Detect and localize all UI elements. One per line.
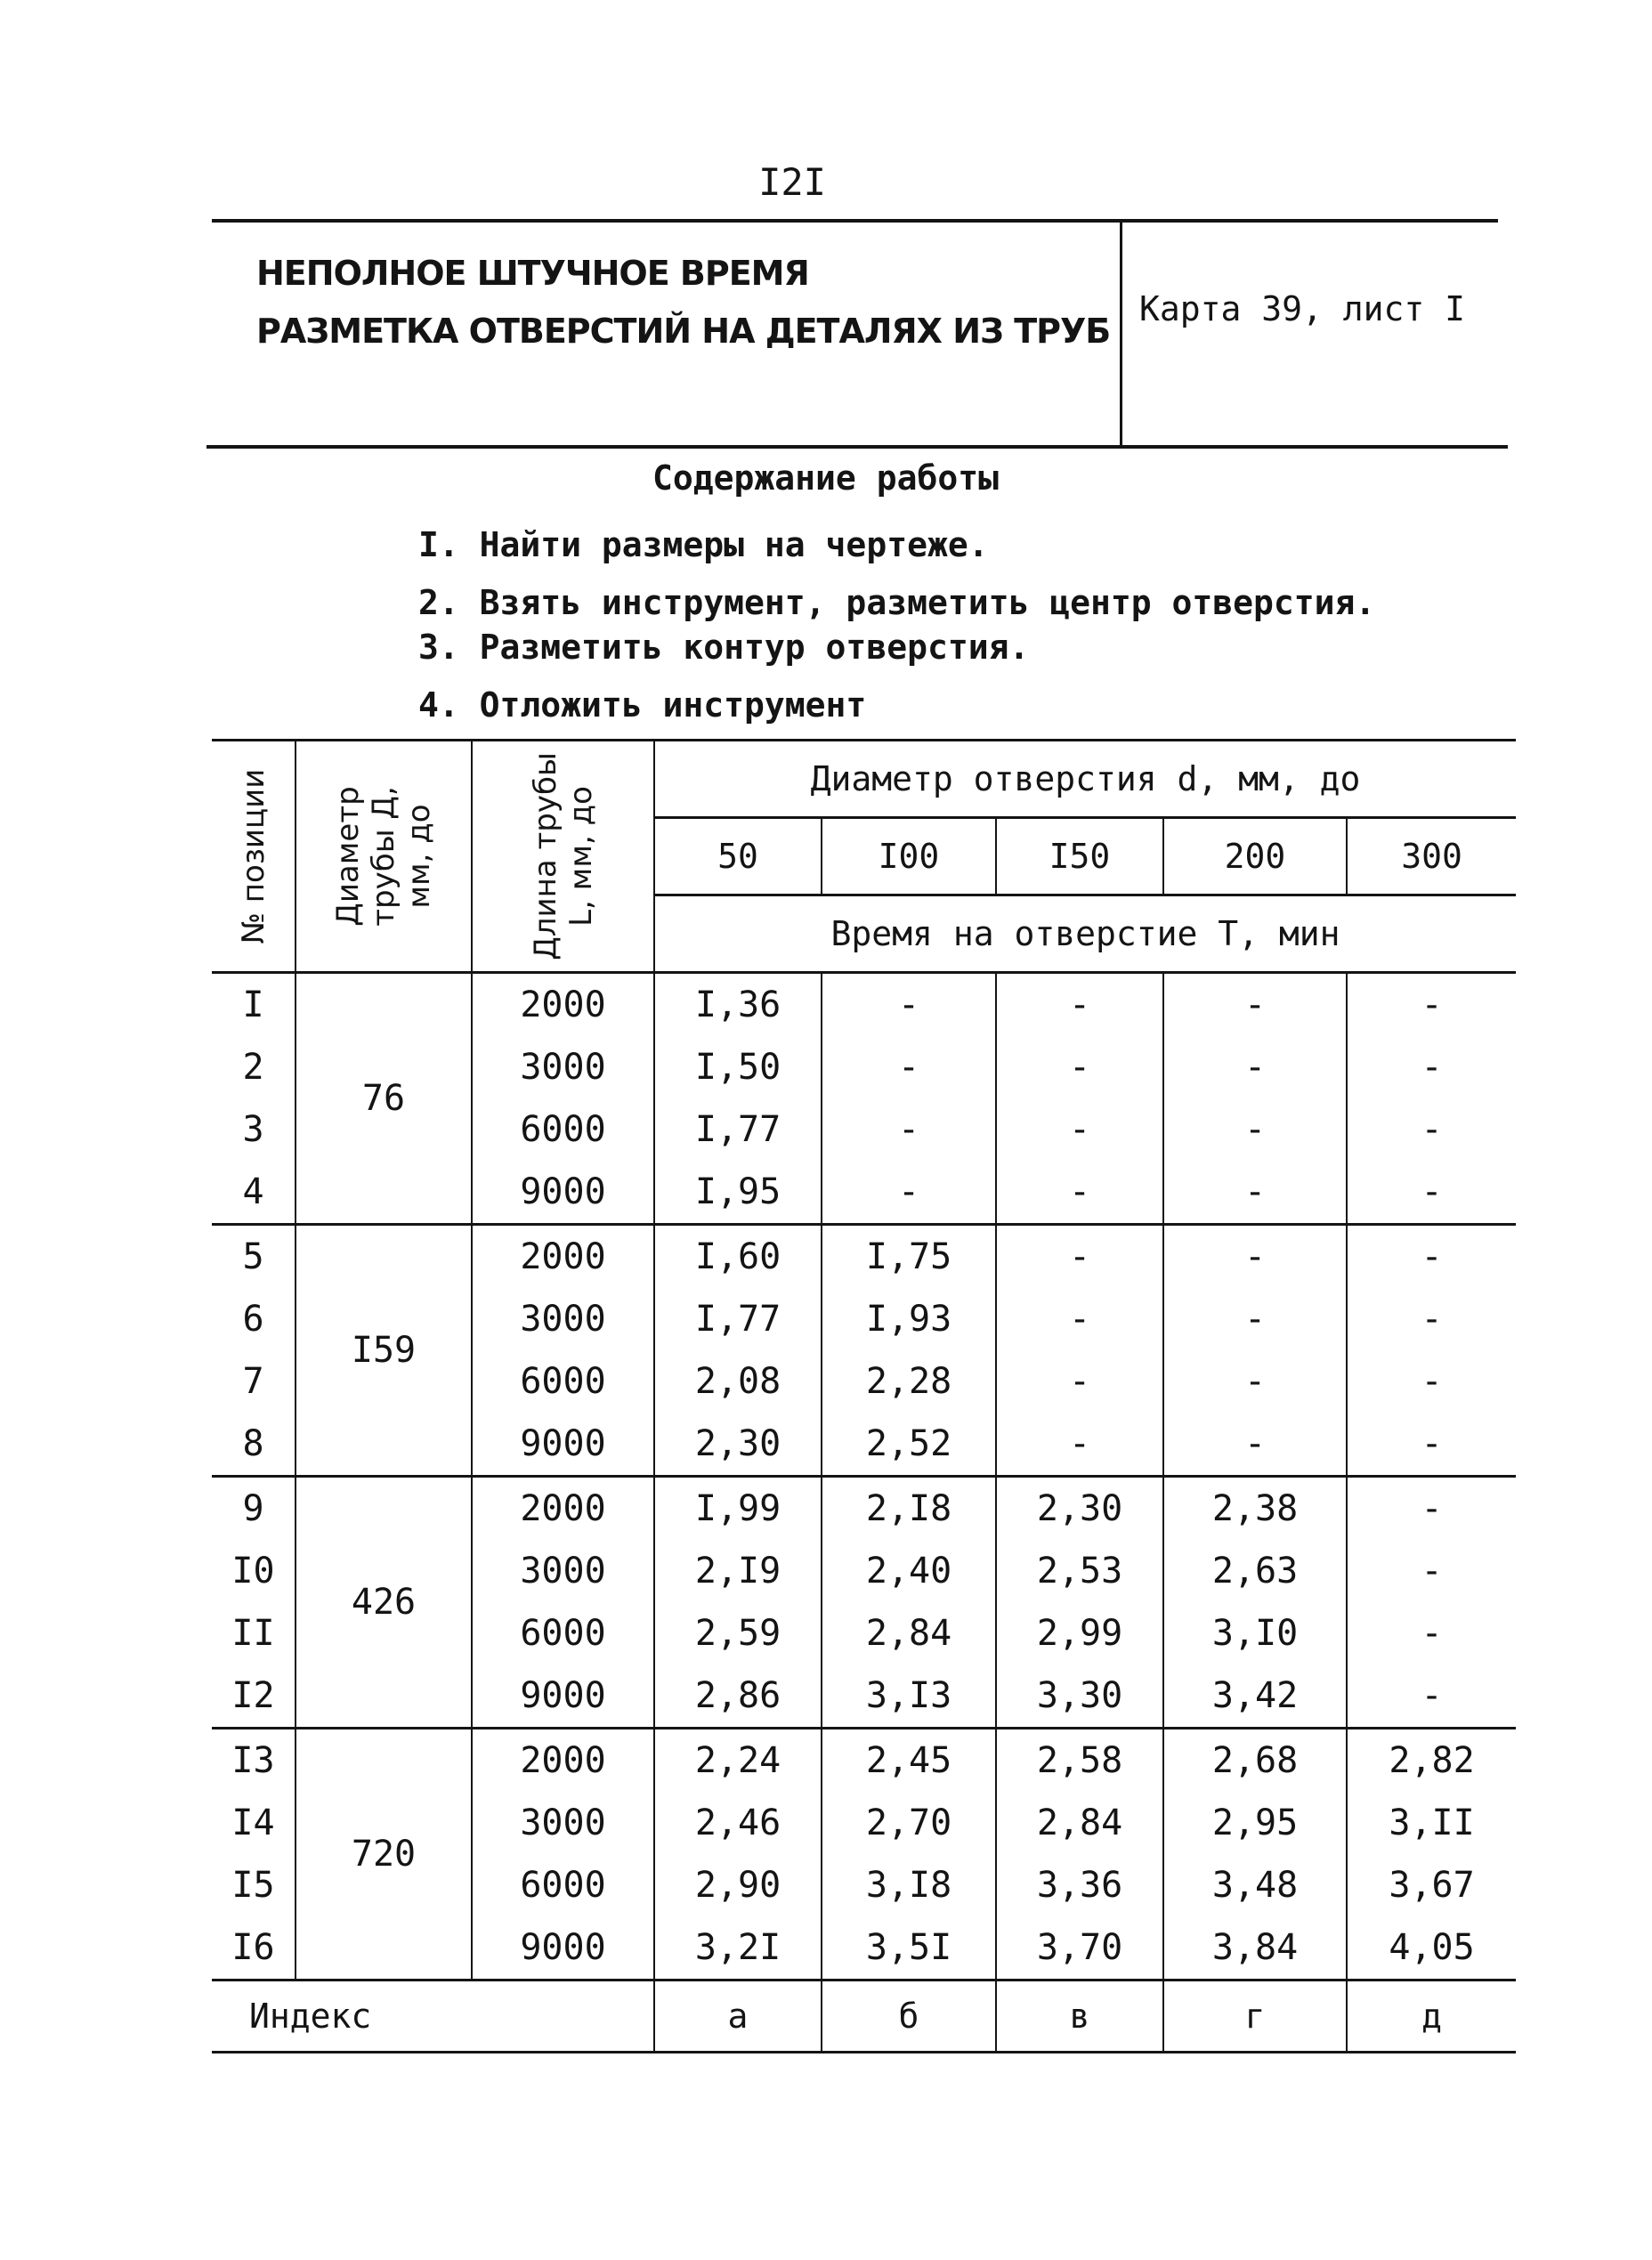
table-row: 9 426 2000 I,99 2,I8 2,30 2,38 - xyxy=(212,1477,1516,1541)
header-top-rule xyxy=(212,219,1498,223)
index-b: б xyxy=(822,1981,996,2053)
table-row: I5 6000 2,90 3,I8 3,36 3,48 3,67 xyxy=(212,1854,1516,1916)
pipe-diameter-cell: 76 xyxy=(296,973,472,1225)
table-row: I4 3000 2,46 2,70 2,84 2,95 3,II xyxy=(212,1792,1516,1854)
index-a: а xyxy=(654,1981,822,2053)
card-number: Карта 39, лист I xyxy=(1139,289,1466,328)
table-row: 5 I59 2000 I,60 I,75 - - - xyxy=(212,1225,1516,1289)
header-title-line1: НЕПОЛНОЕ ШТУЧНОЕ ВРЕМЯ xyxy=(256,254,809,293)
hole-size-200: 200 xyxy=(1163,818,1347,895)
header-hole-diameter: Диаметр отверстия d, мм, до xyxy=(654,741,1516,818)
table-row: 8 9000 2,30 2,52 - - - xyxy=(212,1413,1516,1477)
page-number: I2I xyxy=(758,160,826,204)
index-label: Индекс xyxy=(212,1981,654,2053)
pipe-diameter-cell: 720 xyxy=(296,1729,472,1981)
hole-size-150: I50 xyxy=(996,818,1163,895)
table-row: 7 6000 2,08 2,28 - - - xyxy=(212,1350,1516,1413)
table-row: 4 9000 I,95 - - - - xyxy=(212,1161,1516,1225)
table-row: II 6000 2,59 2,84 2,99 3,I0 - xyxy=(212,1602,1516,1665)
table-row: I3 720 2000 2,24 2,45 2,58 2,68 2,82 xyxy=(212,1729,1516,1793)
table-row: I 76 2000 I,36 - - - - xyxy=(212,973,1516,1037)
pipe-diameter-cell: I59 xyxy=(296,1225,472,1477)
work-step-1: I. Найти размеры на чертеже. xyxy=(418,525,989,564)
table-row: I6 9000 3,2I 3,5I 3,70 3,84 4,05 xyxy=(212,1916,1516,1981)
work-step-4: 4. Отложить инструмент xyxy=(418,685,867,725)
index-g: г xyxy=(1163,1981,1347,2053)
table-row: I2 9000 2,86 3,I3 3,30 3,42 - xyxy=(212,1665,1516,1729)
work-step-2: 2. Взять инструмент, разметить центр отверстия. xyxy=(418,583,1376,622)
work-content-title: Содержание работы xyxy=(652,458,999,498)
pipe-diameter-cell: 426 xyxy=(296,1477,472,1729)
header-position: № позиции xyxy=(212,741,296,973)
header-time: Время на отверстие Т, мин xyxy=(654,895,1516,973)
header-pipe-diameter: Диаметр трубы Д, мм, до xyxy=(296,741,472,973)
hole-size-50: 50 xyxy=(654,818,822,895)
index-d: д xyxy=(1347,1981,1516,2053)
table-row: I0 3000 2,I9 2,40 2,53 2,63 - xyxy=(212,1540,1516,1602)
table-row: 3 6000 I,77 - - - - xyxy=(212,1098,1516,1161)
hole-size-300: 300 xyxy=(1347,818,1516,895)
hole-size-100: I00 xyxy=(822,818,996,895)
index-row xyxy=(212,1981,1516,2053)
index-v: в xyxy=(996,1981,1163,2053)
table-row: 2 3000 I,50 - - - - xyxy=(212,1036,1516,1098)
header-title-line2: РАЗМЕТКА ОТВЕРСТИЙ НА ДЕТАЛЯХ ИЗ ТРУБ xyxy=(256,312,1111,351)
table-row: 6 3000 I,77 I,93 - - - xyxy=(212,1288,1516,1350)
header-bottom-rule xyxy=(206,445,1508,449)
norms-table xyxy=(212,739,1516,2053)
header-pipe-length: Длина трубы L, мм, до xyxy=(472,741,654,973)
work-step-3: 3. Разметить контур отверстия. xyxy=(418,628,1030,667)
header-divider xyxy=(1120,219,1122,447)
